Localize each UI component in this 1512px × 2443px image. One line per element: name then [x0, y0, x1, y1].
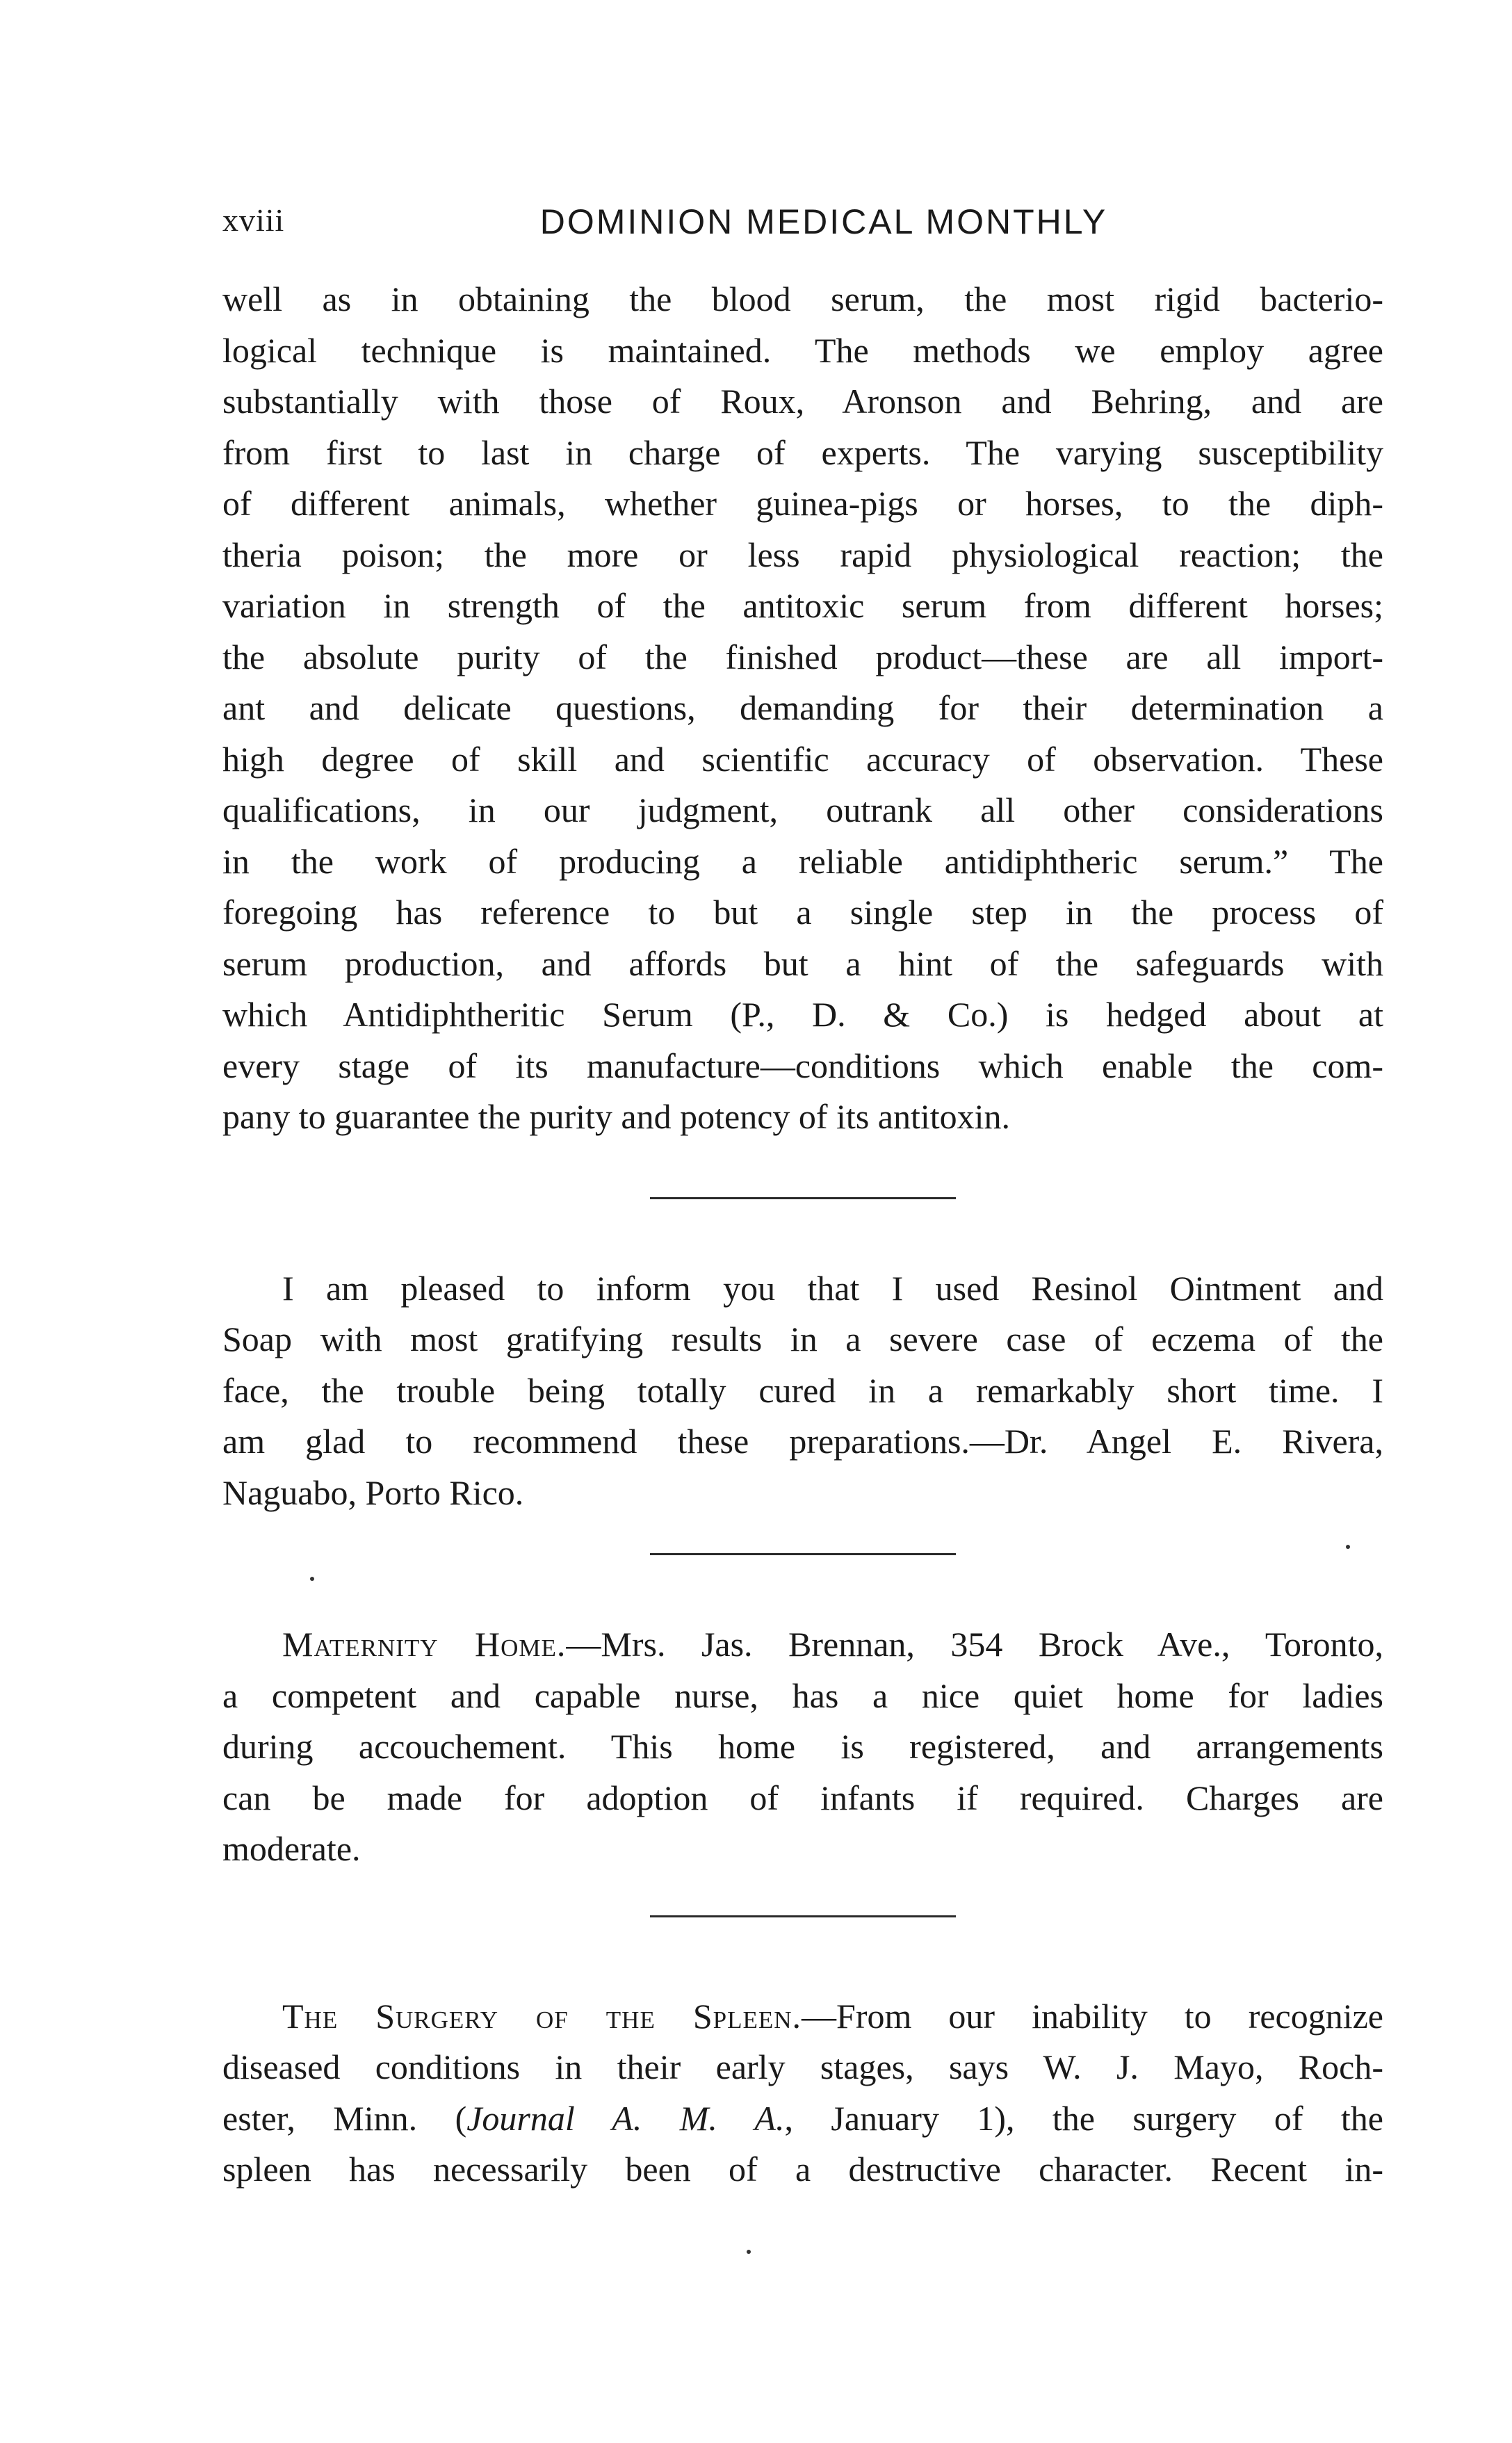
text-run: , January 1), the surgery of the: [784, 2098, 1383, 2138]
text-line: moderate.: [222, 1829, 361, 1868]
paragraph-resinol: [222, 1263, 1383, 1519]
text-line: [222, 2093, 1383, 2145]
text-line: the absolute purity of the finished product—these are all import-: [222, 637, 1383, 676]
text-line: which Antidiphtheritic Serum (P., D. & Co.) is hedged about at: [222, 995, 1383, 1034]
text-line: [222, 1991, 1383, 2043]
text-line: every stage of its manufacture—conditions which enable the com-: [222, 1046, 1383, 1085]
section-divider: [650, 1553, 956, 1555]
text-line: in the work of producing a reliable antidiphtheric serum.” The: [222, 841, 1383, 881]
text-line: I am pleased to inform you that I used Resinol Ointment and: [282, 1268, 1383, 1308]
section-heading: Maternity Home.: [282, 1625, 567, 1664]
section-divider: [650, 1197, 956, 1199]
journal-title: DOMINION MEDICAL MONTHLY: [539, 202, 1108, 241]
paragraph-serum: [222, 274, 1383, 1143]
text-line: serum production, and affords but a hint of the safeguards with: [222, 943, 1383, 983]
text-line: [222, 1619, 1383, 1671]
paragraph-spleen-surgery: [222, 1991, 1383, 2196]
page-number: xviii: [222, 202, 285, 238]
text-line: diseased conditions in their early stages, says W. J. Mayo, Roch-: [222, 2047, 1383, 2086]
text-line: qualifications, in our judgment, outrank all other considerations: [222, 790, 1383, 829]
text-run: —From our inability to recognize: [802, 1996, 1384, 2036]
text-line: Soap with most gratifying results in a severe case of eczema of the: [222, 1320, 1383, 1358]
paragraph-maternity-home: [222, 1619, 1383, 1875]
section-divider: [650, 1915, 956, 1917]
text-line: logical technique is maintained. The methods we employ agree: [222, 330, 1383, 370]
ink-speck: [1346, 1545, 1350, 1549]
text-line: face, the trouble being totally cured in a remarkably short time. I: [222, 1370, 1383, 1410]
text-run: ester, Minn. (: [222, 2098, 467, 2138]
running-head: [222, 202, 1383, 250]
text-line: pany to guarantee the purity and potency of its antitoxin.: [222, 1097, 1011, 1136]
text-line: variation in strength of the antitoxic serum from different horses;: [222, 586, 1383, 625]
text-line: am glad to recommend these preparations.—Dr. Angel E. Rivera,: [222, 1422, 1383, 1461]
page: [222, 202, 1383, 2196]
journal-citation: Journal A. M. A.: [466, 2098, 785, 2138]
text-line: during accouchement. This home is registered, and arrangements: [222, 1727, 1383, 1766]
text-line: high degree of skill and scientific accuracy of observation. These: [222, 739, 1383, 779]
text-line: substantially with those of Roux, Aronson and Behring, and are: [222, 382, 1383, 421]
text-line: well as in obtaining the blood serum, the most rigid bacterio-: [222, 279, 1383, 318]
text-run: —Mrs. Jas. Brennan, 354 Brock Ave., Toronto,: [566, 1625, 1383, 1664]
text-line: ant and delicate questions, demanding for their determination a: [222, 688, 1383, 727]
ink-speck: [747, 2250, 751, 2254]
text-line: of different animals, whether guinea-pigs or horses, to the diph-: [222, 484, 1383, 523]
text-line: a competent and capable nurse, has a nice quiet home for ladies: [222, 1675, 1383, 1715]
text-line: Naguabo, Porto Rico.: [222, 1472, 524, 1512]
text-line: theria poison; the more or less rapid physiological reaction; the: [222, 535, 1383, 574]
text-line: can be made for adoption of infants if required. Charges are: [222, 1778, 1383, 1817]
text-line: from first to last in charge of experts. The varying susceptibility: [222, 432, 1383, 472]
text-line: foregoing has reference to but a single step in the process of: [222, 893, 1383, 932]
ink-speck: [310, 1577, 314, 1581]
text-line: spleen has necessarily been of a destructive character. Recent in-: [222, 2150, 1383, 2189]
section-heading: The Surgery of the Spleen.: [282, 1996, 802, 2036]
